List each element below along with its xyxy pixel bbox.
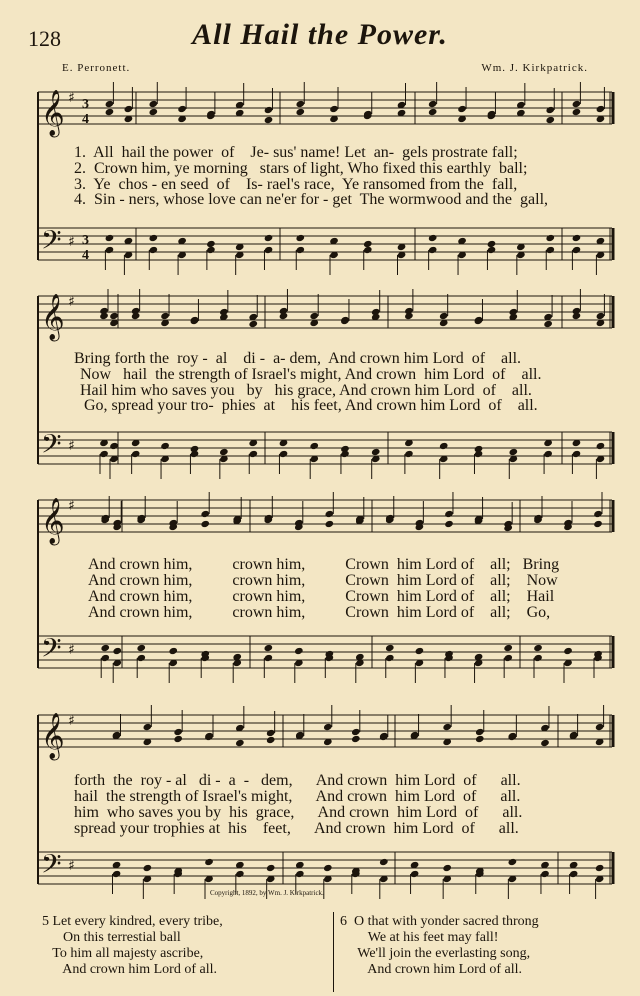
notehead	[444, 520, 454, 528]
notehead	[325, 520, 335, 528]
notehead	[545, 234, 555, 242]
notehead	[295, 100, 305, 108]
sharp-icon: ♯	[68, 294, 75, 310]
notehead	[487, 246, 497, 254]
verse-line: 5 Let every kindred, every tribe,	[42, 914, 223, 929]
notehead	[148, 246, 158, 254]
notehead	[124, 105, 134, 113]
notehead	[363, 246, 373, 254]
lyric-line: 3. Ye chos - en seed of Is- rael's race, Ye ransomed from the fall,	[74, 176, 518, 193]
time-signature-bottom: 4	[82, 248, 89, 263]
notehead	[109, 312, 119, 320]
notehead	[206, 246, 216, 254]
time-signature-bottom: 4	[82, 112, 89, 127]
verse-line: To him all majesty ascribe,	[42, 946, 204, 961]
notehead	[235, 870, 245, 878]
notehead	[279, 450, 289, 458]
lyric-line: And crown him, crown him, Crown him Lord of all; Hail	[88, 588, 555, 605]
notehead	[99, 450, 109, 458]
notehead	[428, 100, 438, 108]
verse-6	[340, 914, 539, 978]
time-signature-top: 3	[82, 233, 89, 248]
notehead	[385, 654, 395, 662]
time-signature-top: 3	[82, 97, 89, 112]
notehead	[428, 234, 438, 242]
lyric-line: Bring forth the roy - al di - a- dem, And crown him Lord of all.	[74, 350, 522, 367]
verse-5	[42, 914, 223, 978]
notehead	[309, 312, 319, 320]
sharp-icon: ♯	[68, 858, 75, 874]
notehead	[143, 723, 153, 731]
sharp-icon: ♯	[68, 438, 75, 454]
notehead	[351, 728, 361, 736]
bass-clef-icon: 𝄢	[41, 632, 62, 670]
notehead	[112, 870, 122, 878]
notehead	[540, 739, 550, 747]
notehead	[545, 106, 555, 114]
notehead	[131, 450, 141, 458]
notehead	[540, 870, 550, 878]
notehead	[105, 234, 115, 242]
lyricist-credit: E. Perronett.	[62, 62, 131, 74]
sharp-icon: ♯	[68, 90, 75, 106]
notehead	[173, 728, 183, 736]
verse-line: We at his feet may fall!	[340, 930, 499, 945]
notehead	[410, 870, 420, 878]
notehead	[168, 647, 178, 655]
notehead	[266, 736, 276, 744]
bass-clef-icon: 𝄢	[41, 428, 62, 466]
notehead	[545, 246, 555, 254]
notehead	[569, 870, 579, 878]
verse-line: 6 O that with yonder sacred throng	[340, 914, 539, 929]
verse-line: On this terrestial ball	[42, 930, 181, 945]
notehead	[105, 108, 115, 116]
copyright-notice: Copyright, 1892, by Wm. J. Kirkpatrick.	[210, 889, 324, 897]
notehead	[204, 858, 214, 866]
notehead	[309, 442, 319, 450]
notehead	[177, 105, 187, 113]
notehead	[444, 510, 454, 518]
notehead	[593, 520, 603, 528]
lyric-line: 2. Crown him, ye morning stars of light, Who fixed this earthly ball;	[74, 160, 528, 177]
notehead	[596, 312, 606, 320]
lyric-line: him who saves you by his grace, And crown him Lord of all.	[74, 804, 523, 821]
notehead	[148, 100, 158, 108]
treble-clef-icon: 𝄞	[41, 713, 65, 759]
notehead	[415, 647, 425, 655]
notehead	[351, 735, 361, 743]
lyric-line: 4. Sin - ners, whose love can ne'er for - get The wormwood and the gall,	[74, 191, 549, 208]
notehead	[572, 108, 582, 116]
notehead	[593, 510, 603, 518]
notehead	[264, 644, 274, 652]
notehead	[143, 864, 153, 872]
notehead	[160, 312, 170, 320]
page-number: 128	[28, 26, 61, 51]
sharp-icon: ♯	[68, 498, 75, 514]
verse-line: We'll join the everlasting song,	[340, 946, 531, 961]
notehead	[329, 105, 339, 113]
notehead	[148, 108, 158, 116]
lyric-line: And crown him, crown him, Crown him Lord of all; Bring	[88, 556, 560, 573]
notehead	[136, 644, 146, 652]
notehead	[235, 739, 245, 747]
notehead	[323, 864, 333, 872]
notehead	[295, 870, 305, 878]
notehead	[475, 728, 485, 736]
notehead	[295, 246, 305, 254]
notehead	[219, 448, 229, 456]
notehead	[100, 644, 110, 652]
notehead	[200, 520, 210, 528]
lyric-line: And crown him, crown him, Crown him Lord of all; Now	[88, 572, 558, 589]
notehead	[475, 735, 485, 743]
notehead	[543, 450, 553, 458]
notehead	[595, 723, 605, 731]
lyric-line: forth the roy - al di - a - dem, And crown him Lord of all.	[74, 772, 521, 789]
notehead	[563, 647, 573, 655]
notehead	[385, 644, 395, 652]
verse-divider	[333, 912, 334, 992]
notehead	[248, 320, 258, 328]
lyric-line: And crown him, crown him, Crown him Lord of all; Go,	[88, 604, 551, 621]
notehead	[595, 864, 605, 872]
lyric-line: Now hail the strength of Israel's might, And crown him Lord of all.	[80, 366, 542, 383]
notehead	[428, 246, 438, 254]
notehead	[105, 246, 115, 254]
notehead	[264, 106, 274, 114]
notehead	[503, 654, 513, 662]
notehead	[442, 723, 452, 731]
verse-line: And crown him Lord of all.	[340, 962, 522, 977]
notehead	[439, 312, 449, 320]
notehead	[545, 116, 555, 124]
notehead	[295, 108, 305, 116]
notehead	[572, 246, 582, 254]
sharp-icon: ♯	[68, 713, 75, 729]
lyric-line: spread your trophies at his feet, And crown him Lord of all.	[74, 820, 519, 837]
treble-clef-icon: 𝄞	[41, 90, 65, 136]
notehead	[439, 442, 449, 450]
hymn-title: All Hail the Power.	[192, 18, 448, 51]
notehead	[200, 510, 210, 518]
notehead	[264, 234, 274, 242]
notehead	[533, 644, 543, 652]
notehead	[109, 442, 119, 450]
notehead	[503, 644, 513, 652]
notehead	[173, 735, 183, 743]
lyric-line: hail the strength of Israel's might, And crown him Lord of all.	[74, 788, 521, 805]
notehead	[404, 450, 414, 458]
composer-credit: Wm. J. Kirkpatrick.	[481, 62, 588, 74]
notehead	[248, 450, 258, 458]
notehead	[148, 234, 158, 242]
sharp-icon: ♯	[68, 234, 75, 250]
notehead	[508, 858, 518, 866]
notehead	[105, 100, 115, 108]
notehead	[266, 864, 276, 872]
sharp-icon: ♯	[68, 642, 75, 658]
notehead	[371, 448, 381, 456]
notehead	[596, 442, 606, 450]
treble-clef-icon: 𝄞	[41, 498, 65, 544]
notehead	[266, 729, 276, 737]
notehead	[160, 442, 170, 450]
notehead	[295, 234, 305, 242]
notehead	[325, 510, 335, 518]
lyric-line: 1. All hail the power of Je- sus' name! Let an- gels prostrate fall;	[74, 144, 518, 161]
notehead	[379, 858, 389, 866]
notehead	[596, 105, 606, 113]
notehead	[543, 320, 553, 328]
notehead	[264, 246, 274, 254]
notehead	[136, 654, 146, 662]
verse-line: And crown him Lord of all.	[42, 962, 217, 977]
notehead	[428, 108, 438, 116]
notehead	[100, 654, 110, 662]
bass-clef-icon: 𝄢	[41, 848, 62, 886]
lyric-line: Hail him who saves you by his grace, And crown him Lord of all.	[80, 382, 532, 399]
bass-clef-icon: 𝄢	[41, 224, 62, 262]
lyric-line: Go, spread your tro- phies at his feet, And crown him Lord of all.	[84, 397, 538, 414]
notehead	[264, 116, 274, 124]
notehead	[572, 450, 582, 458]
notehead	[323, 723, 333, 731]
notehead	[294, 647, 304, 655]
notehead	[572, 100, 582, 108]
notehead	[508, 448, 518, 456]
notehead	[112, 647, 122, 655]
notehead	[457, 105, 467, 113]
notehead	[533, 654, 543, 662]
notehead	[442, 864, 452, 872]
notehead	[264, 654, 274, 662]
notehead	[572, 234, 582, 242]
treble-clef-icon: 𝄞	[41, 294, 65, 340]
